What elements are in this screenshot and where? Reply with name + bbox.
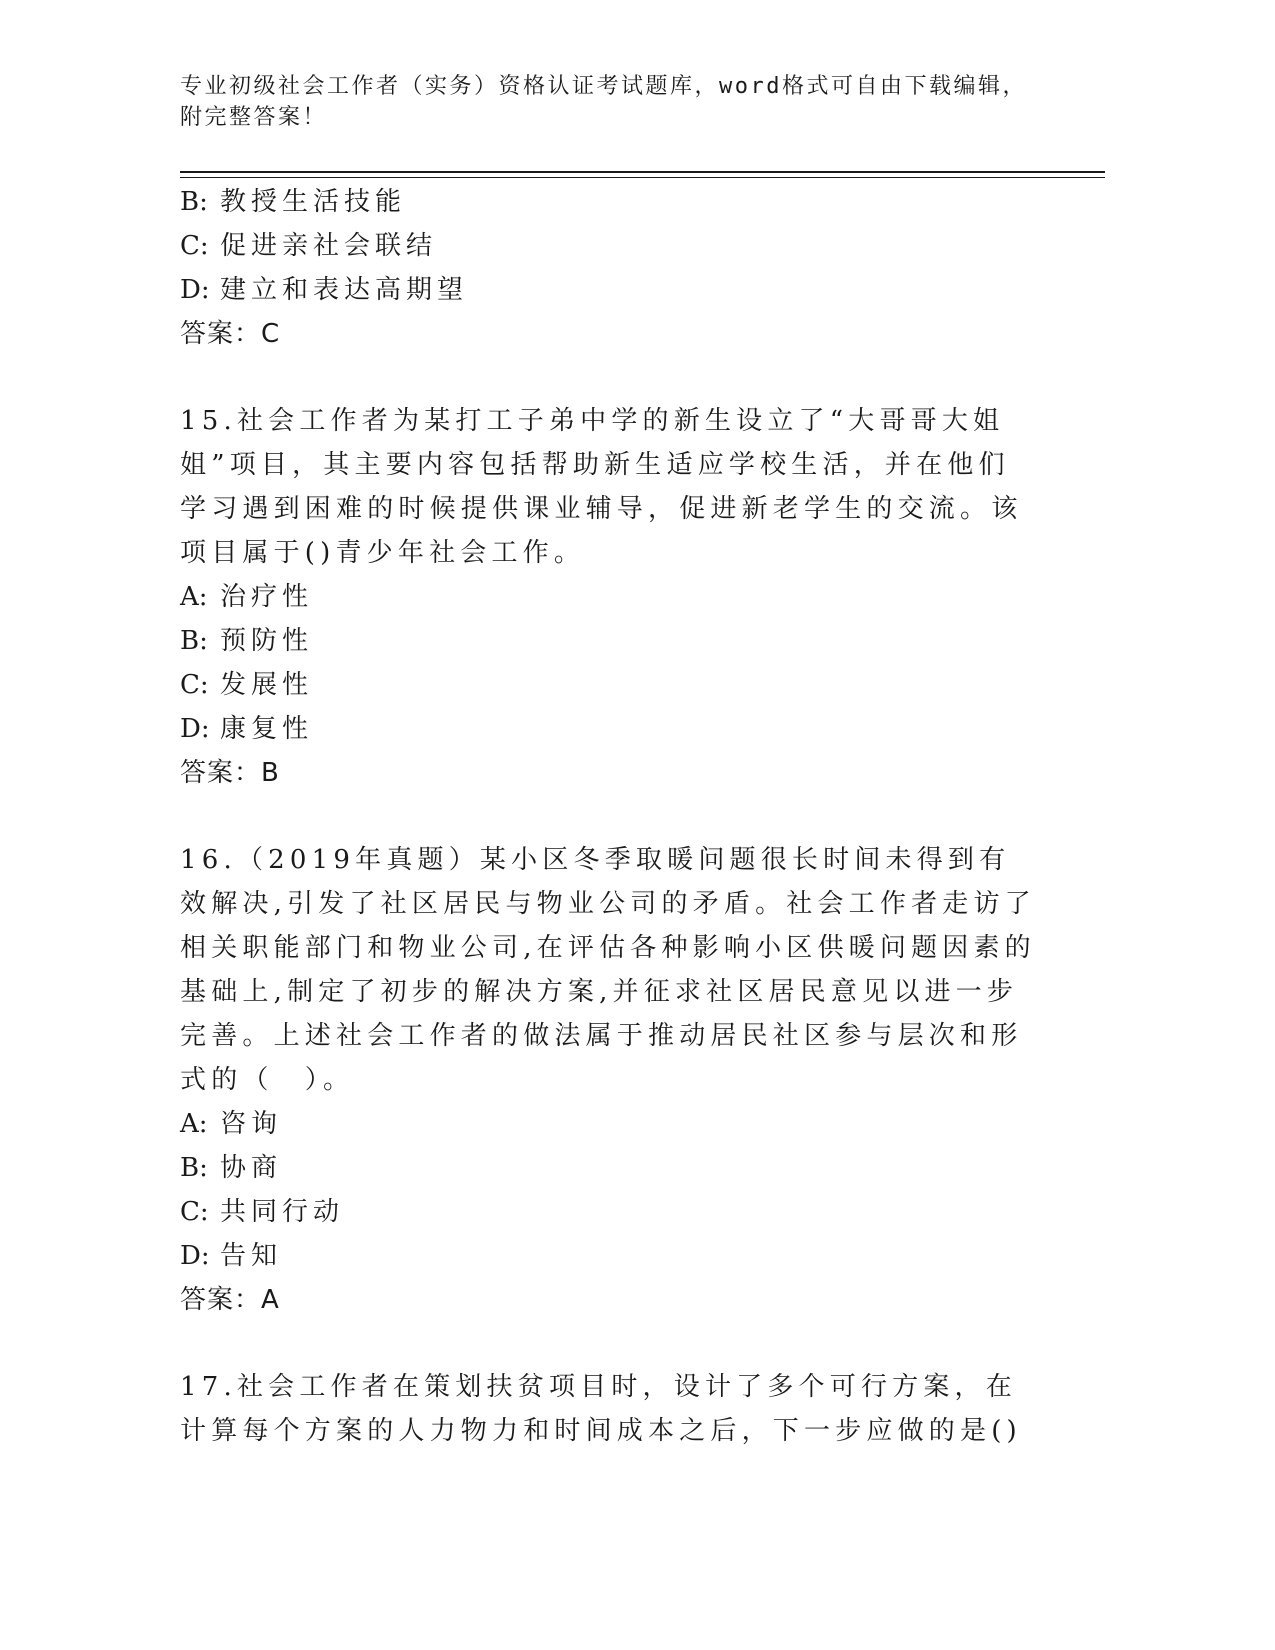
option-c: C: 共同行动 <box>180 1197 345 1227</box>
question-15 <box>180 399 1040 795</box>
question-17 <box>180 1365 1040 1453</box>
option-c: C: 促进亲社会联结 <box>180 231 438 261</box>
header-divider-thick <box>180 171 1105 173</box>
answer: 答案：A <box>180 1285 280 1315</box>
question-text: 15.社会工作者为某打工子弟中学的新生设立了“大哥哥大姐姐”项目，其主要内容包括帮助新生适应学校生活，并在他们学习遇到困难的时候提供课业辅导，促进新老学生的交流。该项目属于()青少年社会工作。 <box>180 406 1023 568</box>
page-header: 专业初级社会工作者（实务）资格认证考试题库，word格式可自由下载编辑，附完整答案！ <box>180 74 1027 130</box>
option-a: A: 咨询 <box>180 1109 283 1139</box>
question-text: 16.（2019年真题）某小区冬季取暖问题很长时间未得到有效解决,引发了社区居民与物业公司的矛盾。社会工作者走访了相关职能部门和物业公司,在评估各种影响小区供暖问题因素的基础上,制定了初步的解决方案,并征求社区居民意见以进一步完善。上述社会工作者的做法属于推动居民社区参与层次和形式的（ ）。 <box>180 845 1036 1095</box>
option-b: B: 协商 <box>180 1153 283 1183</box>
option-a: A: 治疗性 <box>180 582 314 612</box>
document-content <box>180 180 1040 1453</box>
question-16 <box>180 838 1040 1322</box>
option-b: B: 教授生活技能 <box>180 187 407 217</box>
option-d: D: 建立和表达高期望 <box>180 275 469 305</box>
option-c: C: 发展性 <box>180 670 314 700</box>
document-page <box>180 0 1105 1650</box>
answer: 答案：B <box>180 758 280 788</box>
option-d: D: 康复性 <box>180 714 314 744</box>
option-b: B: 预防性 <box>180 626 314 656</box>
answer: 答案：C <box>180 319 281 349</box>
question-14-continuation <box>180 180 1040 356</box>
header-divider-thin <box>180 177 1105 178</box>
option-d: D: 告知 <box>180 1241 283 1271</box>
question-text: 17.社会工作者在策划扶贫项目时，设计了多个可行方案，在计算每个方案的人力物力和时间成本之后，下一步应做的是() <box>180 1372 1022 1446</box>
